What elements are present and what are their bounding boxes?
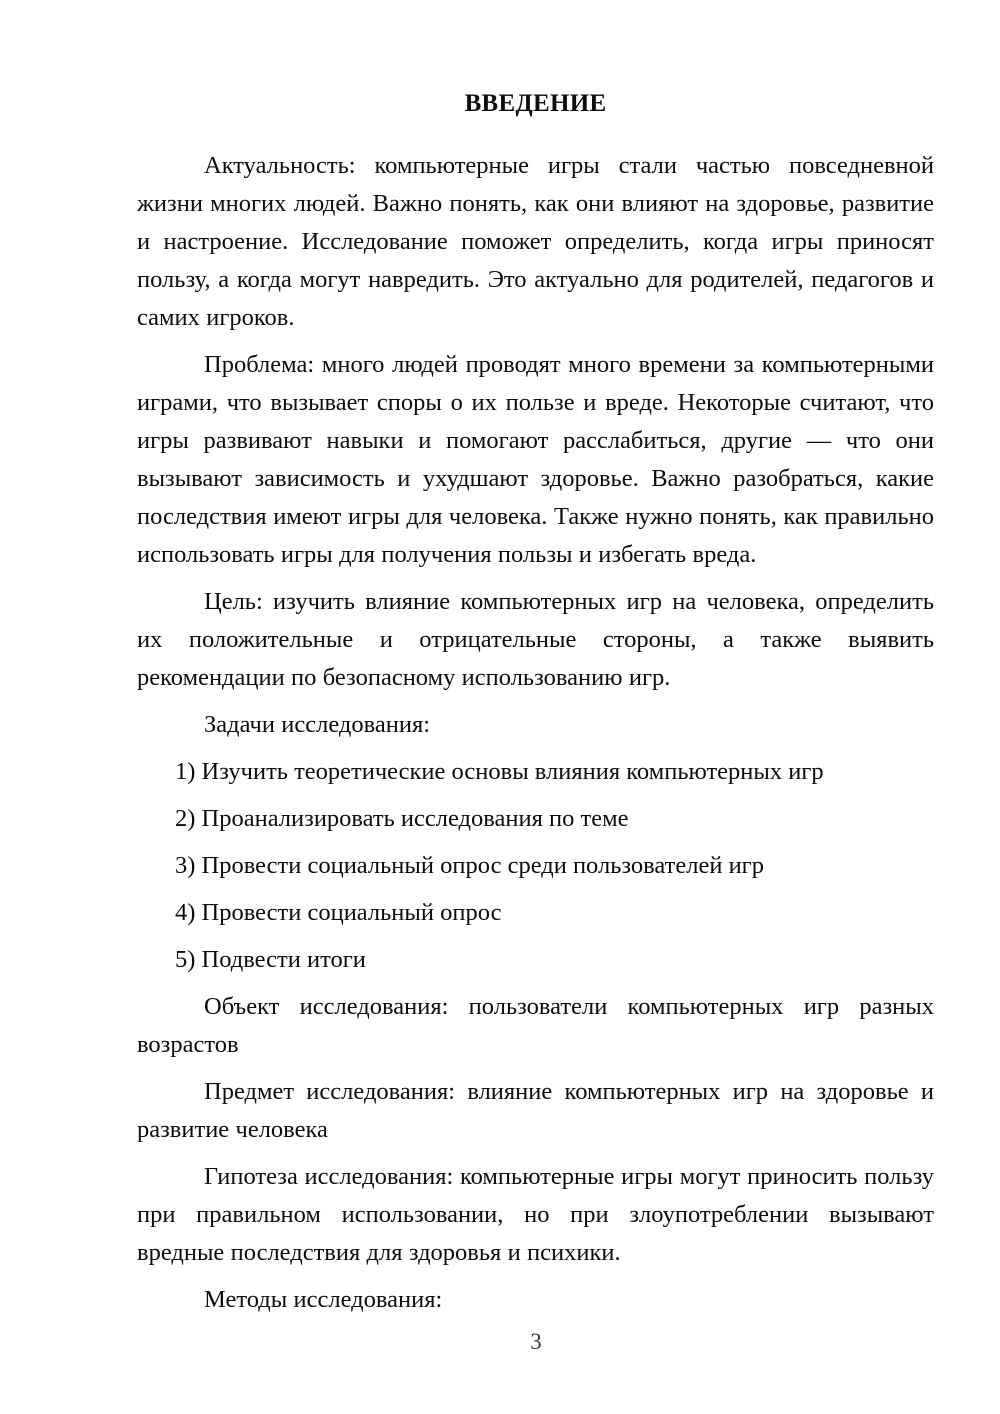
page-number: 3 xyxy=(530,1329,542,1354)
list-item: 4) Провести социальный опрос xyxy=(175,899,502,927)
paragraph-hypothesis: Гипотеза исследования: компьютерные игры могут приносить пользу при правильном использовании, но при злоупотреблении вызывают вредные последствия для здоровья и психики. xyxy=(137,1163,934,1267)
paragraph-subject: Предмет исследования: влияние компьютерных игр на здоровье и развитие человека xyxy=(137,1078,934,1144)
paragraph-problem: Проблема: много людей проводят много времени за компьютерными играми, что вызывает споры о их пользе и вреде. Некоторые считают, что игры развивают навыки и помогают расслабиться, другие — что они вызывают зависимость и ухудшают здоровье. Важно разобраться, какие последствия имеют игры для человека. Также нужно понять, как правильно использовать игры для получения пользы и избегать вреда. xyxy=(137,351,934,569)
paragraph-relevance: Актуальность: компьютерные игры стали частью повседневной жизни многих людей. Важно понять, как они влияют на здоровье, развитие и настроение. Исследование поможет определить, когда игры приносят пользу, а когда могут навредить. Это актуально для родителей, педагогов и самих игроков. xyxy=(137,152,934,332)
list-item: 5) Подвести итоги xyxy=(175,946,366,974)
tasks-list xyxy=(137,753,934,979)
heading-tasks: Задачи исследования: xyxy=(204,711,431,739)
paragraph-goal: Цель: изучить влияние компьютерных игр на человека, определить их положительные и отрицательные стороны, а также выявить рекомендации по безопасному использованию игр. xyxy=(137,588,934,692)
list-item: 1) Изучить теоретические основы влияния компьютерных игр xyxy=(175,758,824,786)
paragraph-object: Объект исследования: пользователи компьютерных игр разных возрастов xyxy=(137,993,934,1059)
list-item: 3) Провести социальный опрос среди пользователей игр xyxy=(175,852,764,880)
page-title: ВВЕДЕНИЕ xyxy=(464,90,607,117)
list-item: 2) Проанализировать исследования по теме xyxy=(175,805,629,833)
document-body xyxy=(137,88,934,1328)
heading-methods: Методы исследования: xyxy=(204,1286,443,1314)
